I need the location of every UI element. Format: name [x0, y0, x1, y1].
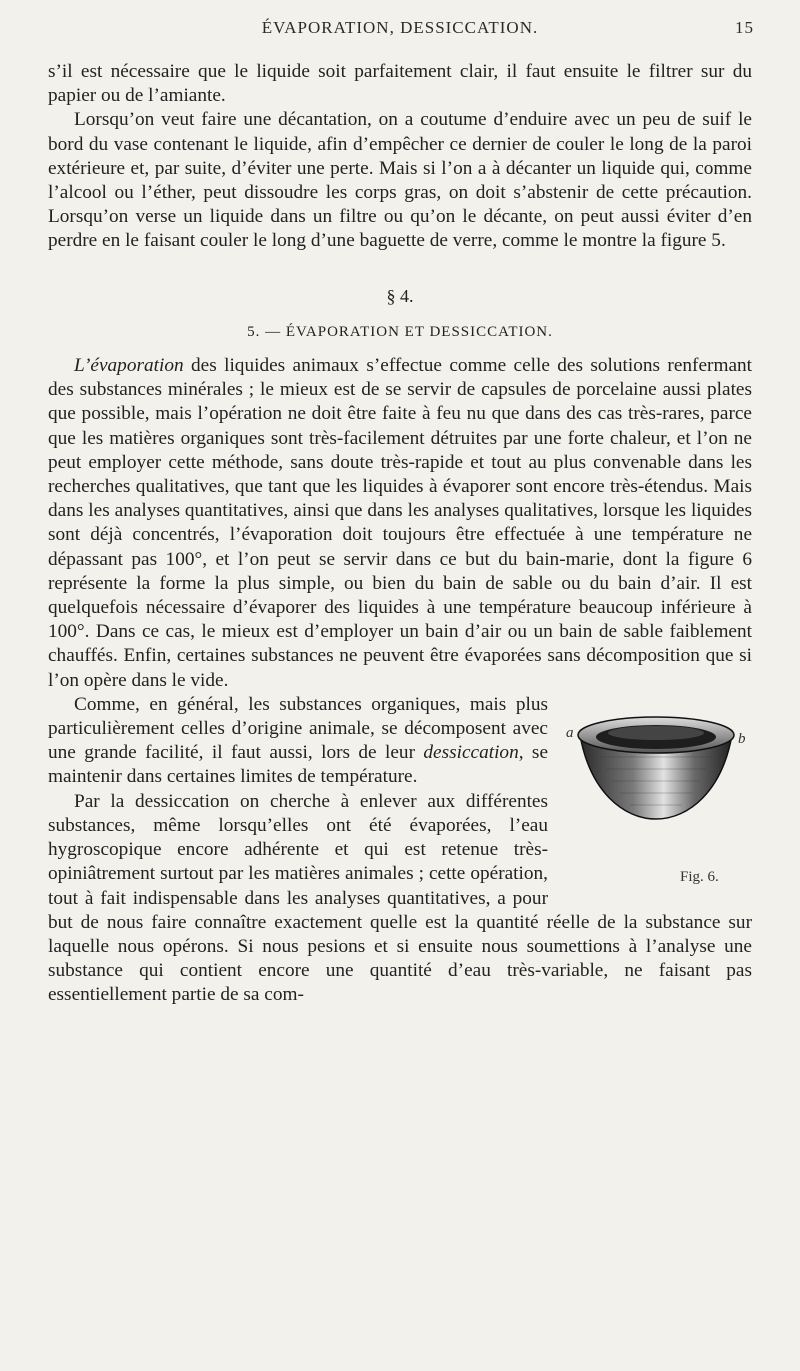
figure-label-a: a — [566, 724, 574, 741]
page-number: 15 — [735, 18, 754, 37]
paragraph-1: s’il est nécessaire que le liquide soit parfaitement clair, il faut ensuite le filtrer sur du papier ou de l’amiante. — [48, 61, 752, 107]
paragraph-5: Par la dessiccation on cherche à enlever aux différentes substances, même lorsqu’elles ont été évaporées, l’eau hygroscopique encore adhérente et qui est retenue très-opiniâtrement surtout par les matières animales ; cette opération, tout à fait indispensable dans les analyses quantitatives, a pour but de nous faire connaître exactement quelle est la quantité réelle de la substance sur laquelle nous opérons. Si nous pesions et si ensuite nous soumettions à l’analyse une substance qui contient encore une quantité d’eau très-variable, ne faisant pas essentiellement partie de sa com- — [48, 790, 752, 1006]
section-title: 5. — ÉVAPORATION ET DESSICCATION. — [247, 323, 553, 340]
term-dessiccation: dessiccation — [423, 742, 519, 764]
running-head — [30, 12, 770, 42]
figure-label-b: b — [738, 730, 746, 747]
inner-dish-highlight — [608, 726, 704, 740]
text-body — [48, 60, 752, 1008]
paragraph-3 — [48, 354, 752, 693]
term-evaporation: L’évaporation — [74, 355, 184, 377]
paragraph-4-text-b: , se maintenir dans certaines limites de température. — [48, 742, 548, 788]
running-title: ÉVAPORATION, DESSICCATION. — [261, 18, 539, 37]
figure-6 — [560, 697, 752, 887]
paragraph-2: Lorsqu’on veut faire une décantation, on a coutume d’enduire avec un peu de suif le bord du vase contenant le liquide, afin d’empêcher ce dernier de couler le long de la paroi extérieure et, par suite, d’éviter une perte. Mais si l’on a à décanter un liquide qui, comme l’alcool ou l’éther, peut dissoudre les corps gras, on doit s’abstenir de cette précaution. Lorsqu’on verse un liquide dans un filtre ou qu’on le décante, on peut aussi éviter d’en perdre en le faisant couler le long d’une baguette de verre, comme le montre la figure 5. — [48, 109, 752, 252]
paragraph-3-text-a: des liquides animaux s’effectue comme celle des solutions renfermant des substances minérales ; le mieux est de se servir de capsules de porcelaine aussi plates que possible, mais l’opération ne doit être faite à feu nu que dans des cas très-rares, parce que les matières organiques sont très-facilement détruites par une forte chaleur, et l’on ne peut employer cette méthode, sans doute très-rapide et tout au plus convenable dans les recherches qualitatives, que tant que les liquides à évaporer sont encore très-étendus. Mais dans les analyses quantitatives, ainsi que dans les analyses qualitatives, lorsque les liquides sont déjà concentrés, l’évaporation doit toujours être effectuée à une température ne dépassant pas 100°, et l’on peut se servir dans ce but du bain-marie, dont la figure 6 représente la forme la plus simple, ou bien du bain de sable ou du bain d’air. Il est quelquefois nécessaire d’évaporer des liquides à une température beaucoup inférieure à 100°. Dans ce cas, le mieux est d’employer un bain d’air ou un bain de sable faiblement chauffés. Enfin, certaines substances ne peuvent être évaporées sans décomposition que si l’on opère dans le vide. — [48, 355, 752, 691]
paragraph-4-text-a: Comme, en général, les substances organiques, mais plus particulièrement celles d’origine animale, se décomposent avec une grande facilité, il faut aussi, lors de leur — [48, 693, 548, 764]
figure-caption: Fig. 6. — [680, 868, 719, 885]
bain-marie-illustration — [560, 697, 752, 887]
section-mark: § 4. — [386, 285, 414, 306]
